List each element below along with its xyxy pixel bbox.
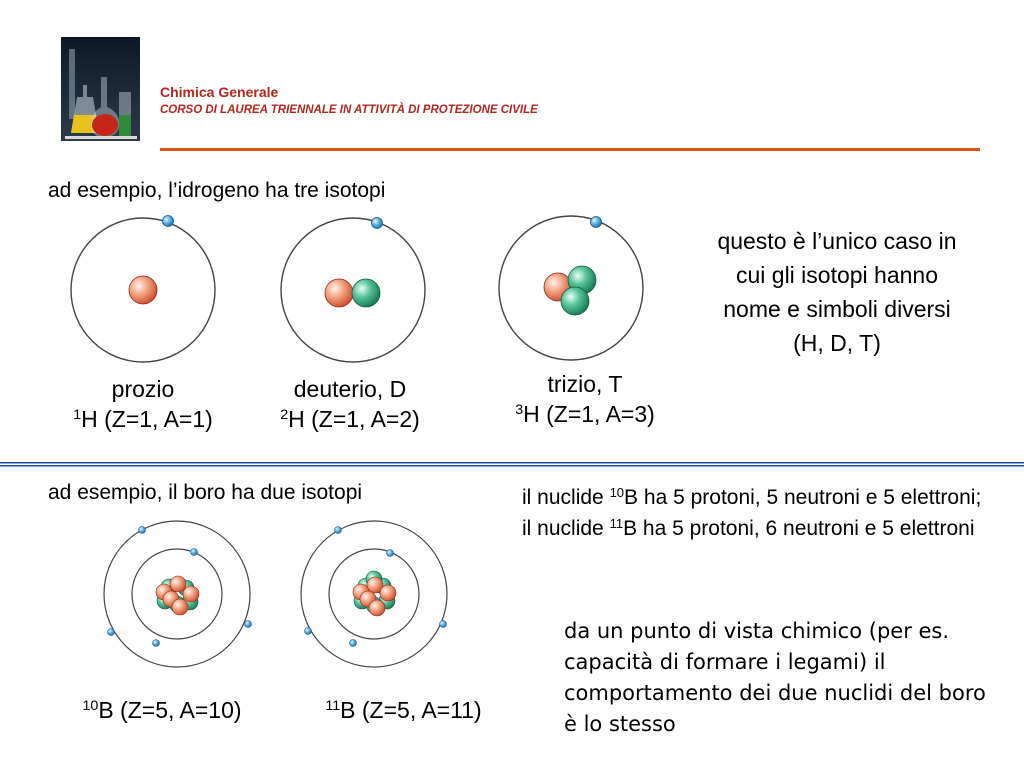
tritium-formula: $^3$H (Z=1, A=3)	[515, 401, 655, 427]
protium-caption	[53, 374, 233, 434]
tritium-caption	[485, 369, 685, 429]
section-divider	[0, 462, 1024, 467]
deuterium-formula: $^2$H (Z=1, A=2)	[280, 406, 420, 432]
deuterium-atom	[281, 218, 425, 363]
protium-atom	[71, 216, 215, 363]
boron-11-nucleus	[353, 571, 396, 616]
protium-formula: $^1$H (Z=1, A=1)	[73, 406, 213, 432]
boron-11-atom	[301, 521, 447, 667]
course-title: Chimica Generale	[160, 84, 279, 100]
boron-atom-diagrams	[90, 515, 470, 675]
chemistry-glassware-logo	[61, 37, 140, 141]
neutron	[352, 279, 380, 307]
boron-10-formula: $^{10}$B (Z=5, A=10)	[82, 697, 242, 723]
hydrogen-intro: ad esempio, l’idrogeno ha tre isotopi	[48, 179, 386, 202]
boron-10-nucleus	[156, 576, 199, 615]
hydrogen-atom-diagrams	[0, 200, 700, 380]
tritium-atom	[499, 216, 643, 360]
electron	[372, 218, 383, 229]
header-rule	[160, 148, 980, 151]
proton	[325, 279, 353, 307]
boron-11-formula: $^{11}$B (Z=5, A=11)	[325, 697, 482, 723]
boron-nuclide-note: il nuclide $^{10}$B ha 5 protoni, 5 neutroni e 5 elettroni; il nuclide $^{11}$B ha 5 protoni, 6 neutroni e 5 elettroni	[522, 484, 982, 540]
boron-intro: ad esempio, il boro ha due isotopi	[48, 481, 363, 504]
boron-10-atom	[104, 521, 252, 667]
hydrogen-note: questo è l’unico caso in cui gli isotopi hanno nome e simboli diversi (H, D, T)	[717, 228, 957, 356]
neutron	[561, 287, 589, 315]
boron-chemistry-note: da un punto di vista chimico (per es. capacità di formare i legami) il comportamento dei due nuclidi del boro è lo stesso	[564, 619, 986, 736]
deuterium-caption	[255, 374, 445, 434]
electron	[163, 216, 174, 227]
course-subtitle: CORSO DI LAUREA TRIENNALE IN ATTIVITÀ DI PROTEZIONE CIVILE	[160, 104, 538, 116]
electron	[591, 217, 602, 228]
tritium-name: trizio, T	[547, 371, 623, 397]
deuterium-name: deuterio, D	[293, 376, 407, 402]
protium-name: prozio	[111, 376, 175, 402]
proton	[129, 276, 157, 304]
